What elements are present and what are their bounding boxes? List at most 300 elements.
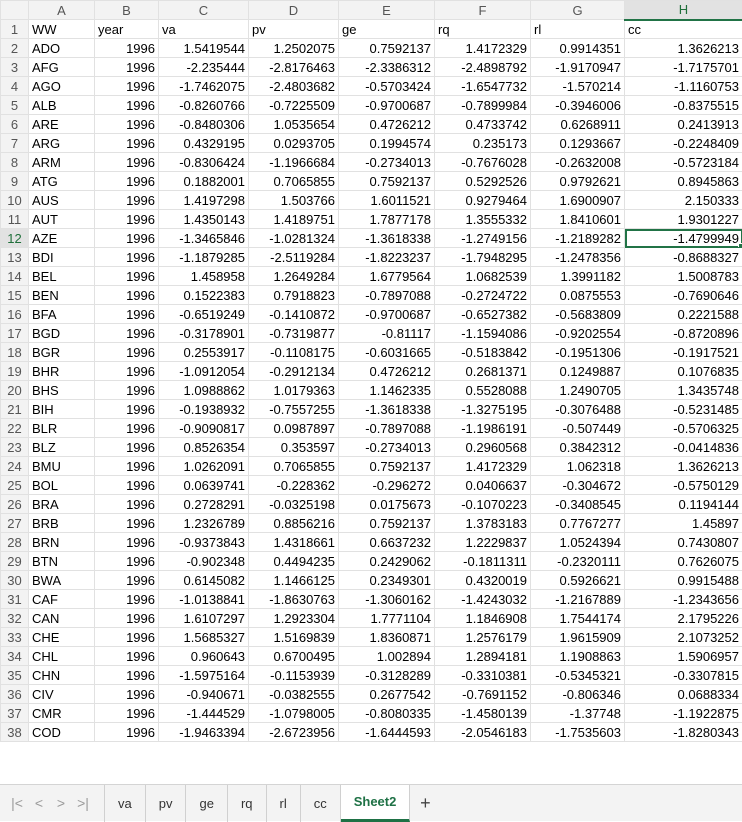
row-header[interactable]: 1 xyxy=(1,20,29,39)
cell-c33[interactable]: 1.5685327 xyxy=(159,628,249,647)
row-header[interactable]: 32 xyxy=(1,609,29,628)
cell-f20[interactable]: 0.5528088 xyxy=(435,381,531,400)
cell-h16[interactable]: 0.2221588 xyxy=(625,305,742,324)
cell-e33[interactable]: 1.8360871 xyxy=(339,628,435,647)
row-header[interactable]: 38 xyxy=(1,723,29,742)
cell-g11[interactable]: 1.8410601 xyxy=(531,210,625,229)
cell-g25[interactable]: -0.304672 xyxy=(531,476,625,495)
cell-e14[interactable]: 1.6779564 xyxy=(339,267,435,286)
cell-e22[interactable]: -0.7897088 xyxy=(339,419,435,438)
cell-a30[interactable]: BWA xyxy=(29,571,95,590)
cell-a23[interactable]: BLZ xyxy=(29,438,95,457)
cell-h37[interactable]: -1.1922875 xyxy=(625,704,742,723)
cell-c36[interactable]: -0.940671 xyxy=(159,685,249,704)
cell-h30[interactable]: 0.9915488 xyxy=(625,571,742,590)
row-header[interactable]: 37 xyxy=(1,704,29,723)
cell-a22[interactable]: BLR xyxy=(29,419,95,438)
cell-e21[interactable]: -1.3618338 xyxy=(339,400,435,419)
sheet-tab-ge[interactable]: ge xyxy=(186,785,227,822)
cell-d23[interactable]: 0.353597 xyxy=(249,438,339,457)
cell-h9[interactable]: 0.8945863 xyxy=(625,172,742,191)
cell-f17[interactable]: -1.1594086 xyxy=(435,324,531,343)
column-header-g[interactable]: G xyxy=(531,1,625,20)
cell-b37[interactable]: 1996 xyxy=(95,704,159,723)
cell-d4[interactable]: -2.4803682 xyxy=(249,77,339,96)
cell-b19[interactable]: 1996 xyxy=(95,362,159,381)
cell-h24[interactable]: 1.3626213 xyxy=(625,457,742,476)
cell-g27[interactable]: 0.7767277 xyxy=(531,514,625,533)
cell-g9[interactable]: 0.9792621 xyxy=(531,172,625,191)
cell-g23[interactable]: 0.3842312 xyxy=(531,438,625,457)
cell-b16[interactable]: 1996 xyxy=(95,305,159,324)
cell-d27[interactable]: 0.8856216 xyxy=(249,514,339,533)
cell-a10[interactable]: AUS xyxy=(29,191,95,210)
cell-b7[interactable]: 1996 xyxy=(95,134,159,153)
cell-c29[interactable]: -0.902348 xyxy=(159,552,249,571)
row-header[interactable]: 2 xyxy=(1,39,29,58)
cell-g8[interactable]: -0.2632008 xyxy=(531,153,625,172)
cell-f13[interactable]: -1.7948295 xyxy=(435,248,531,267)
cell-g24[interactable]: 1.062318 xyxy=(531,457,625,476)
cell-g22[interactable]: -0.507449 xyxy=(531,419,625,438)
cell-g12[interactable]: -1.2189282 xyxy=(531,229,625,248)
cell-e19[interactable]: 0.4726212 xyxy=(339,362,435,381)
cell-b34[interactable]: 1996 xyxy=(95,647,159,666)
cell-d6[interactable]: 1.0535654 xyxy=(249,115,339,134)
cell-g30[interactable]: 0.5926621 xyxy=(531,571,625,590)
cell-g16[interactable]: -0.5683809 xyxy=(531,305,625,324)
cell-b2[interactable]: 1996 xyxy=(95,39,159,58)
cell-g33[interactable]: 1.9615909 xyxy=(531,628,625,647)
cell-a15[interactable]: BEN xyxy=(29,286,95,305)
cell-a9[interactable]: ATG xyxy=(29,172,95,191)
cell-d1[interactable]: pv xyxy=(249,20,339,39)
cell-b33[interactable]: 1996 xyxy=(95,628,159,647)
column-header-a[interactable]: A xyxy=(29,1,95,20)
cell-a27[interactable]: BRB xyxy=(29,514,95,533)
cell-f21[interactable]: -1.3275195 xyxy=(435,400,531,419)
cell-f35[interactable]: -0.3310381 xyxy=(435,666,531,685)
cell-f19[interactable]: 0.2681371 xyxy=(435,362,531,381)
cell-e25[interactable]: -0.296272 xyxy=(339,476,435,495)
cell-g19[interactable]: 0.1249887 xyxy=(531,362,625,381)
cell-f6[interactable]: 0.4733742 xyxy=(435,115,531,134)
cell-a11[interactable]: AUT xyxy=(29,210,95,229)
cell-g18[interactable]: -0.1951306 xyxy=(531,343,625,362)
cell-c31[interactable]: -1.0138841 xyxy=(159,590,249,609)
cell-h7[interactable]: -0.2248409 xyxy=(625,134,742,153)
cell-g38[interactable]: -1.7535603 xyxy=(531,723,625,742)
cell-f32[interactable]: 1.1846908 xyxy=(435,609,531,628)
row-header[interactable]: 6 xyxy=(1,115,29,134)
cell-h36[interactable]: 0.0688334 xyxy=(625,685,742,704)
row-header[interactable]: 29 xyxy=(1,552,29,571)
cell-e18[interactable]: -0.6031665 xyxy=(339,343,435,362)
cell-c6[interactable]: -0.8480306 xyxy=(159,115,249,134)
cell-a33[interactable]: CHE xyxy=(29,628,95,647)
cell-a34[interactable]: CHL xyxy=(29,647,95,666)
cell-h8[interactable]: -0.5723184 xyxy=(625,153,742,172)
cell-g35[interactable]: -0.5345321 xyxy=(531,666,625,685)
cell-b30[interactable]: 1996 xyxy=(95,571,159,590)
cell-d11[interactable]: 1.4189751 xyxy=(249,210,339,229)
cell-e32[interactable]: 1.7771104 xyxy=(339,609,435,628)
row-header[interactable]: 36 xyxy=(1,685,29,704)
row-header[interactable]: 3 xyxy=(1,58,29,77)
cell-a35[interactable]: CHN xyxy=(29,666,95,685)
cell-f22[interactable]: -1.1986191 xyxy=(435,419,531,438)
row-header[interactable]: 33 xyxy=(1,628,29,647)
cell-c17[interactable]: -0.3178901 xyxy=(159,324,249,343)
cell-f28[interactable]: 1.2229837 xyxy=(435,533,531,552)
cell-f37[interactable]: -1.4580139 xyxy=(435,704,531,723)
cell-d22[interactable]: 0.0987897 xyxy=(249,419,339,438)
row-header[interactable]: 26 xyxy=(1,495,29,514)
cell-e28[interactable]: 0.6637232 xyxy=(339,533,435,552)
cell-f4[interactable]: -1.6547732 xyxy=(435,77,531,96)
cell-c37[interactable]: -1.444529 xyxy=(159,704,249,723)
cell-b31[interactable]: 1996 xyxy=(95,590,159,609)
row-header[interactable]: 10 xyxy=(1,191,29,210)
cell-b35[interactable]: 1996 xyxy=(95,666,159,685)
cell-f36[interactable]: -0.7691152 xyxy=(435,685,531,704)
cell-e17[interactable]: -0.81117 xyxy=(339,324,435,343)
sheet-tab-pv[interactable]: pv xyxy=(146,785,187,822)
cell-f24[interactable]: 1.4172329 xyxy=(435,457,531,476)
cell-e35[interactable]: -0.3128289 xyxy=(339,666,435,685)
cell-d38[interactable]: -2.6723956 xyxy=(249,723,339,742)
cell-e13[interactable]: -1.8223237 xyxy=(339,248,435,267)
cell-e6[interactable]: 0.4726212 xyxy=(339,115,435,134)
row-header[interactable]: 28 xyxy=(1,533,29,552)
cell-e27[interactable]: 0.7592137 xyxy=(339,514,435,533)
cell-h31[interactable]: -1.2343656 xyxy=(625,590,742,609)
cell-d34[interactable]: 0.6700495 xyxy=(249,647,339,666)
cell-f31[interactable]: -1.4243032 xyxy=(435,590,531,609)
cell-b27[interactable]: 1996 xyxy=(95,514,159,533)
cell-a26[interactable]: BRA xyxy=(29,495,95,514)
column-header-c[interactable]: C xyxy=(159,1,249,20)
row-header[interactable]: 35 xyxy=(1,666,29,685)
cell-e9[interactable]: 0.7592137 xyxy=(339,172,435,191)
cell-e20[interactable]: 1.1462335 xyxy=(339,381,435,400)
cell-g32[interactable]: 1.7544174 xyxy=(531,609,625,628)
cell-c5[interactable]: -0.8260766 xyxy=(159,96,249,115)
cell-b11[interactable]: 1996 xyxy=(95,210,159,229)
cell-a13[interactable]: BDI xyxy=(29,248,95,267)
cell-h4[interactable]: -1.1160753 xyxy=(625,77,742,96)
cell-c24[interactable]: 1.0262091 xyxy=(159,457,249,476)
cell-d32[interactable]: 1.2923304 xyxy=(249,609,339,628)
cell-h19[interactable]: 0.1076835 xyxy=(625,362,742,381)
cell-a12[interactable]: AZE xyxy=(29,229,95,248)
cell-d21[interactable]: -0.7557255 xyxy=(249,400,339,419)
cell-g10[interactable]: 1.6900907 xyxy=(531,191,625,210)
cell-d19[interactable]: -0.2912134 xyxy=(249,362,339,381)
cell-c3[interactable]: -2.235444 xyxy=(159,58,249,77)
cell-d13[interactable]: -2.5119284 xyxy=(249,248,339,267)
cell-g13[interactable]: -1.2478356 xyxy=(531,248,625,267)
cell-c11[interactable]: 1.4350143 xyxy=(159,210,249,229)
first-sheet-icon[interactable]: |< xyxy=(6,795,28,811)
cell-e16[interactable]: -0.9700687 xyxy=(339,305,435,324)
cell-c10[interactable]: 1.4197298 xyxy=(159,191,249,210)
cell-c22[interactable]: -0.9090817 xyxy=(159,419,249,438)
cell-d12[interactable]: -1.0281324 xyxy=(249,229,339,248)
cell-d8[interactable]: -1.1966684 xyxy=(249,153,339,172)
cell-g6[interactable]: 0.6268911 xyxy=(531,115,625,134)
cell-e34[interactable]: 1.002894 xyxy=(339,647,435,666)
cell-d10[interactable]: 1.503766 xyxy=(249,191,339,210)
cell-c21[interactable]: -0.1938932 xyxy=(159,400,249,419)
next-sheet-icon[interactable]: > xyxy=(50,795,72,811)
cell-e37[interactable]: -0.8080335 xyxy=(339,704,435,723)
row-header[interactable]: 30 xyxy=(1,571,29,590)
cell-b20[interactable]: 1996 xyxy=(95,381,159,400)
cell-a1[interactable]: WW xyxy=(29,20,95,39)
cell-c18[interactable]: 0.2553917 xyxy=(159,343,249,362)
cell-f33[interactable]: 1.2576179 xyxy=(435,628,531,647)
cell-g5[interactable]: -0.3946006 xyxy=(531,96,625,115)
cell-e38[interactable]: -1.6444593 xyxy=(339,723,435,742)
row-header[interactable]: 5 xyxy=(1,96,29,115)
row-header[interactable]: 12 xyxy=(1,229,29,248)
row-header[interactable]: 31 xyxy=(1,590,29,609)
cell-b9[interactable]: 1996 xyxy=(95,172,159,191)
cell-d20[interactable]: 1.0179363 xyxy=(249,381,339,400)
row-header[interactable]: 11 xyxy=(1,210,29,229)
cell-b32[interactable]: 1996 xyxy=(95,609,159,628)
cell-h25[interactable]: -0.5750129 xyxy=(625,476,742,495)
cell-a16[interactable]: BFA xyxy=(29,305,95,324)
cell-g3[interactable]: -1.9170947 xyxy=(531,58,625,77)
cell-h15[interactable]: -0.7690646 xyxy=(625,286,742,305)
cell-b6[interactable]: 1996 xyxy=(95,115,159,134)
cell-a31[interactable]: CAF xyxy=(29,590,95,609)
cell-c16[interactable]: -0.6519249 xyxy=(159,305,249,324)
cell-b13[interactable]: 1996 xyxy=(95,248,159,267)
cell-a24[interactable]: BMU xyxy=(29,457,95,476)
cell-h5[interactable]: -0.8375515 xyxy=(625,96,742,115)
cell-f15[interactable]: -0.2724722 xyxy=(435,286,531,305)
cell-f8[interactable]: -0.7676028 xyxy=(435,153,531,172)
cell-e3[interactable]: -2.3386312 xyxy=(339,58,435,77)
column-header-b[interactable]: B xyxy=(95,1,159,20)
cell-d30[interactable]: 1.1466125 xyxy=(249,571,339,590)
cell-e7[interactable]: 0.1994574 xyxy=(339,134,435,153)
cell-g4[interactable]: -1.570214 xyxy=(531,77,625,96)
cell-f11[interactable]: 1.3555332 xyxy=(435,210,531,229)
cell-f9[interactable]: 0.5292526 xyxy=(435,172,531,191)
cell-e2[interactable]: 0.7592137 xyxy=(339,39,435,58)
cell-d24[interactable]: 0.7065855 xyxy=(249,457,339,476)
cell-d37[interactable]: -1.0798005 xyxy=(249,704,339,723)
cell-g14[interactable]: 1.3991182 xyxy=(531,267,625,286)
cell-a5[interactable]: ALB xyxy=(29,96,95,115)
cell-g15[interactable]: 0.0875553 xyxy=(531,286,625,305)
row-header[interactable]: 14 xyxy=(1,267,29,286)
cell-b21[interactable]: 1996 xyxy=(95,400,159,419)
cell-g36[interactable]: -0.806346 xyxy=(531,685,625,704)
cell-e5[interactable]: -0.9700687 xyxy=(339,96,435,115)
row-header[interactable]: 4 xyxy=(1,77,29,96)
cell-h17[interactable]: -0.8720896 xyxy=(625,324,742,343)
cell-h35[interactable]: -0.3307815 xyxy=(625,666,742,685)
cell-d25[interactable]: -0.228362 xyxy=(249,476,339,495)
cell-d31[interactable]: -1.8630763 xyxy=(249,590,339,609)
sheet-tab-cc[interactable]: cc xyxy=(301,785,341,822)
cell-g37[interactable]: -1.37748 xyxy=(531,704,625,723)
cell-h29[interactable]: 0.7626075 xyxy=(625,552,742,571)
column-header-e[interactable]: E xyxy=(339,1,435,20)
cell-h18[interactable]: -0.1917521 xyxy=(625,343,742,362)
cell-e4[interactable]: -0.5703424 xyxy=(339,77,435,96)
row-header[interactable]: 27 xyxy=(1,514,29,533)
cell-b24[interactable]: 1996 xyxy=(95,457,159,476)
cell-f12[interactable]: -1.2749156 xyxy=(435,229,531,248)
cell-b3[interactable]: 1996 xyxy=(95,58,159,77)
cell-f26[interactable]: -0.1070223 xyxy=(435,495,531,514)
cell-a3[interactable]: AFG xyxy=(29,58,95,77)
cell-a38[interactable]: COD xyxy=(29,723,95,742)
cell-d17[interactable]: -0.7319877 xyxy=(249,324,339,343)
cell-e24[interactable]: 0.7592137 xyxy=(339,457,435,476)
cell-a29[interactable]: BTN xyxy=(29,552,95,571)
cell-b29[interactable]: 1996 xyxy=(95,552,159,571)
row-header[interactable]: 15 xyxy=(1,286,29,305)
cell-h23[interactable]: -0.0414836 xyxy=(625,438,742,457)
cell-c28[interactable]: -0.9373843 xyxy=(159,533,249,552)
row-header[interactable]: 22 xyxy=(1,419,29,438)
cell-e30[interactable]: 0.2349301 xyxy=(339,571,435,590)
cell-h20[interactable]: 1.3435748 xyxy=(625,381,742,400)
cell-b26[interactable]: 1996 xyxy=(95,495,159,514)
cell-c4[interactable]: -1.7462075 xyxy=(159,77,249,96)
cell-e12[interactable]: -1.3618338 xyxy=(339,229,435,248)
cell-h26[interactable]: 0.1194144 xyxy=(625,495,742,514)
cell-h12[interactable]: -1.4799949 xyxy=(625,229,742,248)
column-header-d[interactable]: D xyxy=(249,1,339,20)
cell-f29[interactable]: -0.1811311 xyxy=(435,552,531,571)
cell-h22[interactable]: -0.5706325 xyxy=(625,419,742,438)
row-header[interactable]: 17 xyxy=(1,324,29,343)
cell-a8[interactable]: ARM xyxy=(29,153,95,172)
cell-g28[interactable]: 1.0524394 xyxy=(531,533,625,552)
cell-c26[interactable]: 0.2728291 xyxy=(159,495,249,514)
cell-f18[interactable]: -0.5183842 xyxy=(435,343,531,362)
cell-b4[interactable]: 1996 xyxy=(95,77,159,96)
cell-d26[interactable]: -0.0325198 xyxy=(249,495,339,514)
cell-g2[interactable]: 0.9914351 xyxy=(531,39,625,58)
sheet-tab-rq[interactable]: rq xyxy=(228,785,267,822)
cell-g34[interactable]: 1.1908863 xyxy=(531,647,625,666)
row-header[interactable]: 20 xyxy=(1,381,29,400)
add-sheet-icon[interactable]: + xyxy=(410,793,440,814)
cell-b18[interactable]: 1996 xyxy=(95,343,159,362)
cell-g31[interactable]: -1.2167889 xyxy=(531,590,625,609)
cell-d28[interactable]: 1.4318661 xyxy=(249,533,339,552)
cell-e36[interactable]: 0.2677542 xyxy=(339,685,435,704)
cell-c15[interactable]: 0.1522383 xyxy=(159,286,249,305)
cell-c27[interactable]: 1.2326789 xyxy=(159,514,249,533)
cell-c14[interactable]: 1.458958 xyxy=(159,267,249,286)
cell-b25[interactable]: 1996 xyxy=(95,476,159,495)
cell-f10[interactable]: 0.9279464 xyxy=(435,191,531,210)
cell-h34[interactable]: 1.5906957 xyxy=(625,647,742,666)
cell-e31[interactable]: -1.3060162 xyxy=(339,590,435,609)
cell-c25[interactable]: 0.0639741 xyxy=(159,476,249,495)
cell-g17[interactable]: -0.9202554 xyxy=(531,324,625,343)
sheet-tab-va[interactable]: va xyxy=(104,785,146,822)
cell-c12[interactable]: -1.3465846 xyxy=(159,229,249,248)
cell-f1[interactable]: rq xyxy=(435,20,531,39)
cell-f23[interactable]: 0.2960568 xyxy=(435,438,531,457)
cell-b1[interactable]: year xyxy=(95,20,159,39)
cell-a7[interactable]: ARG xyxy=(29,134,95,153)
cell-b15[interactable]: 1996 xyxy=(95,286,159,305)
cell-b8[interactable]: 1996 xyxy=(95,153,159,172)
cell-c23[interactable]: 0.8526354 xyxy=(159,438,249,457)
prev-sheet-icon[interactable]: < xyxy=(28,795,50,811)
cell-a36[interactable]: CIV xyxy=(29,685,95,704)
cell-f27[interactable]: 1.3783183 xyxy=(435,514,531,533)
cell-c8[interactable]: -0.8306424 xyxy=(159,153,249,172)
cell-b17[interactable]: 1996 xyxy=(95,324,159,343)
cell-a28[interactable]: BRN xyxy=(29,533,95,552)
cell-b5[interactable]: 1996 xyxy=(95,96,159,115)
cell-a14[interactable]: BEL xyxy=(29,267,95,286)
cell-h14[interactable]: 1.5008783 xyxy=(625,267,742,286)
row-header[interactable]: 13 xyxy=(1,248,29,267)
cell-h28[interactable]: 0.7430807 xyxy=(625,533,742,552)
column-header-h[interactable]: H xyxy=(625,1,742,20)
cell-d36[interactable]: -0.0382555 xyxy=(249,685,339,704)
cell-a21[interactable]: BIH xyxy=(29,400,95,419)
cell-a6[interactable]: ARE xyxy=(29,115,95,134)
cell-c30[interactable]: 0.6145082 xyxy=(159,571,249,590)
cell-f5[interactable]: -0.7899984 xyxy=(435,96,531,115)
cell-h33[interactable]: 2.1073252 xyxy=(625,628,742,647)
cell-a17[interactable]: BGD xyxy=(29,324,95,343)
cell-d16[interactable]: -0.1410872 xyxy=(249,305,339,324)
cell-f30[interactable]: 0.4320019 xyxy=(435,571,531,590)
cell-d9[interactable]: 0.7065855 xyxy=(249,172,339,191)
cell-h13[interactable]: -0.8688327 xyxy=(625,248,742,267)
last-sheet-icon[interactable]: >| xyxy=(72,795,94,811)
cell-d14[interactable]: 1.2649284 xyxy=(249,267,339,286)
cell-c19[interactable]: -1.0912054 xyxy=(159,362,249,381)
cell-h21[interactable]: -0.5231485 xyxy=(625,400,742,419)
cell-a37[interactable]: CMR xyxy=(29,704,95,723)
cell-c9[interactable]: 0.1882001 xyxy=(159,172,249,191)
cell-f25[interactable]: 0.0406637 xyxy=(435,476,531,495)
cell-a19[interactable]: BHR xyxy=(29,362,95,381)
cell-h32[interactable]: 2.1795226 xyxy=(625,609,742,628)
cell-f7[interactable]: 0.235173 xyxy=(435,134,531,153)
row-header[interactable]: 24 xyxy=(1,457,29,476)
row-header[interactable]: 25 xyxy=(1,476,29,495)
cell-g1[interactable]: rl xyxy=(531,20,625,39)
cell-d7[interactable]: 0.0293705 xyxy=(249,134,339,153)
cell-c34[interactable]: 0.960643 xyxy=(159,647,249,666)
cell-h10[interactable]: 2.150333 xyxy=(625,191,742,210)
cell-h6[interactable]: 0.2413913 xyxy=(625,115,742,134)
sheet-tab-sheet2[interactable]: Sheet2 xyxy=(341,785,411,822)
cell-a18[interactable]: BGR xyxy=(29,343,95,362)
cell-e10[interactable]: 1.6011521 xyxy=(339,191,435,210)
cell-g21[interactable]: -0.3076488 xyxy=(531,400,625,419)
cell-c38[interactable]: -1.9463394 xyxy=(159,723,249,742)
